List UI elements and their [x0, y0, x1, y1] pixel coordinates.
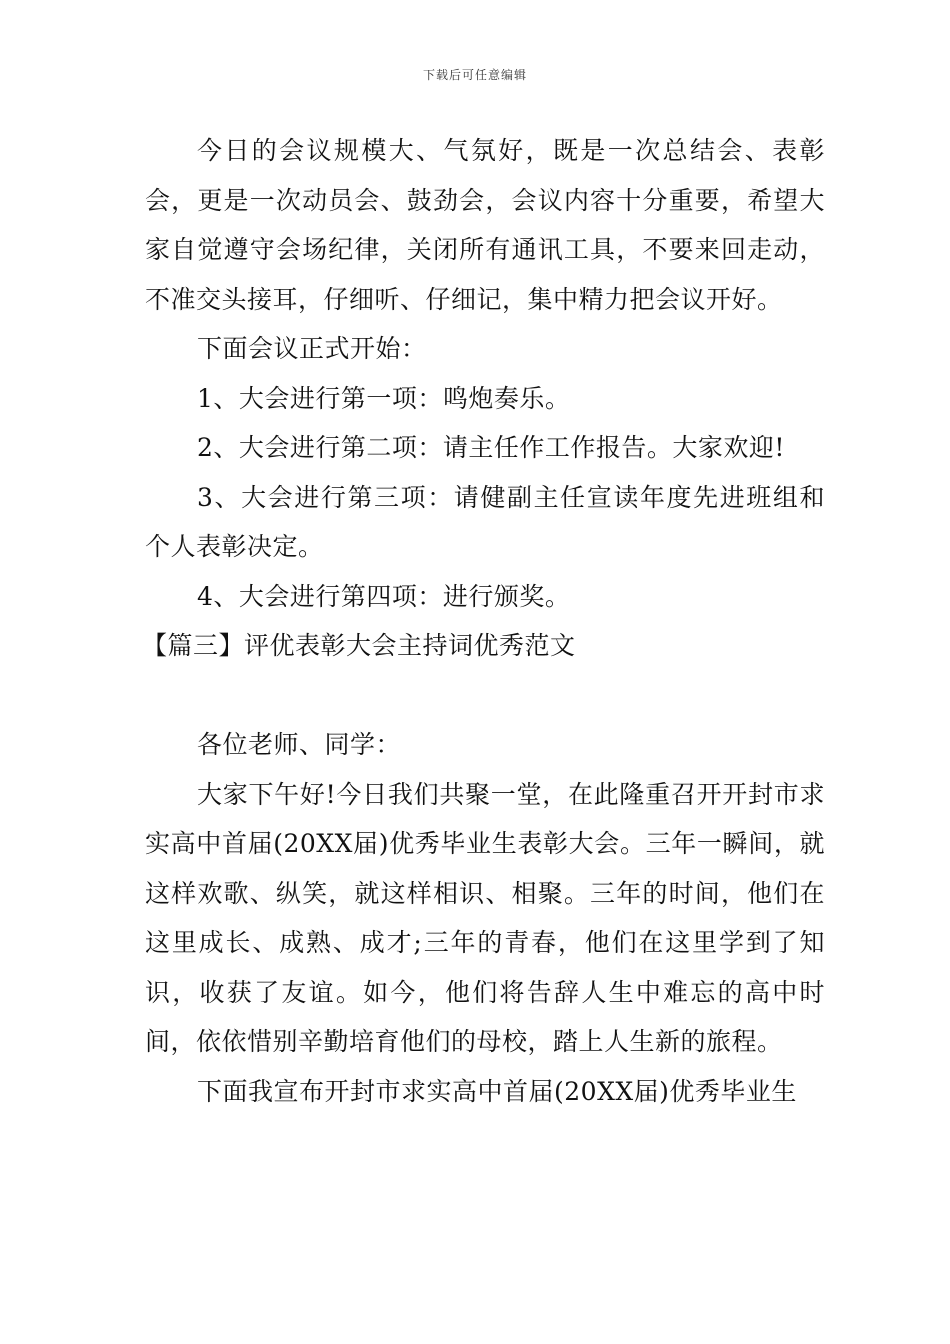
agenda-item-3: 3、大会进行第三项：请健副主任宣读年度先进班组和个人表彰决定。	[145, 482, 825, 561]
paragraph-meeting-intro: 今日的会议规模大、气氛好，既是一次总结会、表彰会，更是一次动员会、鼓劲会，会议内容十分重要，希望大家自觉遵守会场纪律，关闭所有通讯工具，不要来回走动，不准交头接耳，仔细听、仔细记，集中精力把会议开好。	[145, 136, 825, 314]
paragraph-meeting-start: 下面会议正式开始：	[197, 334, 427, 363]
paragraph-announcement: 下面我宣布开封市求实高中首届(20XX届)优秀毕业生	[197, 1076, 797, 1106]
document-body	[142, 126, 825, 1116]
page-header-note: 下载后可任意编辑	[422, 68, 527, 82]
greeting: 各位老师、同学：	[197, 730, 402, 759]
agenda-item-2: 2、大会进行第二项：请主任作工作报告。大家欢迎!	[197, 433, 785, 462]
agenda-item-1: 1、大会进行第一项：鸣炮奏乐。	[197, 383, 571, 413]
section-heading: 【篇三】评优表彰大会主持词优秀范文	[142, 631, 576, 660]
agenda-item-4: 4、大会进行第四项：进行颁奖。	[197, 581, 571, 611]
paragraph-welcome: 大家下午好!今日我们共聚一堂，在此隆重召开开封市求实高中首届(20XX届)优秀毕业生表彰大会。三年一瞬间，就这样欢歌、纵笑，就这样相识、相聚。三年的时间，他们在这里成长、成熟、成才;三年的青春，他们在这里学到了知识，收获了友谊。如今，他们将告辞人生中难忘的高中时间，依依惜别辛勤培育他们的母校，踏上人生新的旅程。	[145, 779, 825, 1056]
blank-line	[145, 671, 825, 721]
